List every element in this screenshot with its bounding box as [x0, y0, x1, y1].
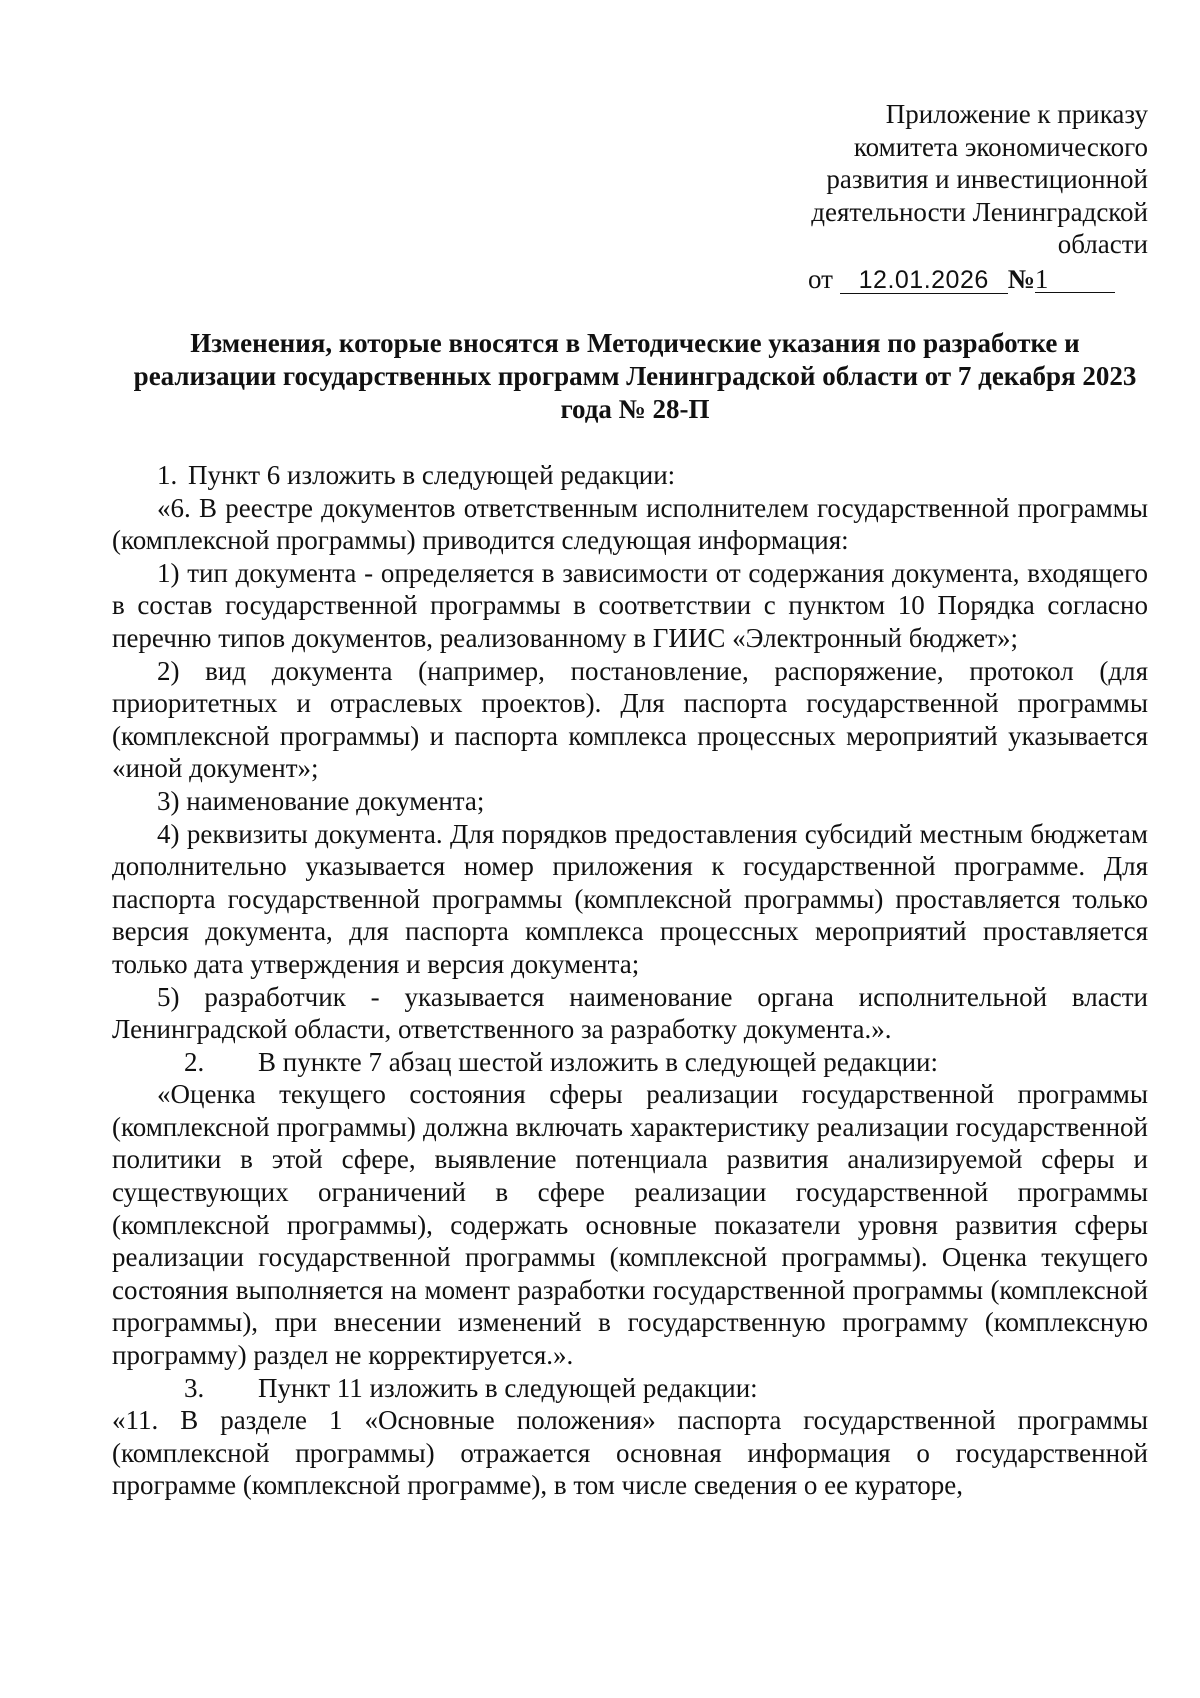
order-number: 1: [1035, 266, 1115, 293]
document-body: [112, 459, 1148, 1502]
item-text: Пункт 11 изложить в следующей редакции:: [258, 1372, 758, 1403]
paragraph: 3) наименование документа;: [157, 785, 485, 816]
paragraph: 2) вид документа (например, постановление, распоряжение, протокол (для приоритетных и отраслевых проектов). Для паспорта государственной программы (комплексной программы) и паспорта комплекса процессных мероприятий указывается «иной документ»;: [112, 655, 1148, 784]
item-number: 2.: [184, 1046, 205, 1077]
paragraph: 5) разработчик - указывается наименование органа исполнительной власти Ленинградской области, ответственного за разработку документа.».: [112, 981, 1148, 1045]
document-title: Изменения, которые вносятся в Методические указания по разработке и реализации государственных программ Ленинградской области от 7 декабря 2023 года № 28-П: [133, 328, 1137, 424]
paragraph: «Оценка текущего состояния сферы реализации государственной программы (комплексной программы) должна включать характеристику реализации государственной политики в этой сфере, выявление потенциала развития анализируемой сферы и существующих ограничений в сфере реализации государственной программы (комплексной программы), содержать основные показатели уровня развития сферы реализации государственной программы (комплексной программы). Оценка текущего состояния выполняется на момент разработки государственной программы (комплексной программы), при внесении изменений в государственную программу (комплексную программу) раздел не корректируется.».: [112, 1079, 1148, 1371]
number-sign: №: [1007, 264, 1035, 294]
item-number: 3.: [184, 1372, 205, 1403]
list-item: [112, 459, 1148, 492]
header-line: комитета экономического: [853, 131, 1148, 162]
header-line: деятельности Ленинградской: [811, 196, 1148, 227]
appendix-header: [780, 98, 1148, 261]
list-item: [112, 1046, 1148, 1079]
paragraph: «6. В реестре документов ответственным исполнителем государственной программы (комплексной программы) приводится следующая информация:: [112, 492, 1148, 556]
paragraph: «11. В разделе 1 «Основные положения» паспорта государственной программы (комплексной программы) отражается основная информация о государственной программе (комплексной программе), в том числе сведения о ее кураторе,: [112, 1405, 1148, 1501]
header-line: Приложение к приказу: [885, 99, 1148, 129]
item-text: Пункт 6 изложить в следующей редакции:: [188, 460, 676, 490]
order-date: 12.01.2026: [840, 267, 1008, 294]
item-number: 1.: [157, 460, 178, 490]
date-prefix: от: [808, 264, 833, 294]
paragraph: 1) тип документа - определяется в зависимости от содержания документа, входящего в состав государственной программы в соответствии с пунктом 10 Порядка согласно перечню типов документов, реализованному в ГИИС «Электронный бюджет»;: [112, 557, 1148, 653]
header-line: области: [1057, 229, 1148, 259]
order-date-number: [808, 263, 1148, 295]
item-text: В пункте 7 абзац шестой изложить в следующей редакции:: [258, 1046, 939, 1077]
header-line: развития и инвестиционной: [826, 164, 1148, 194]
paragraph: 4) реквизиты документа. Для порядков предоставления субсидий местным бюджетам дополнительно указывается номер приложения к государственной программе. Для паспорта государственной программы (комплексной программы) проставляется только версия документа, для паспорта комплекса процессных мероприятий проставляется только дата утверждения и версия документа;: [112, 818, 1148, 979]
list-item: [112, 1372, 1148, 1405]
